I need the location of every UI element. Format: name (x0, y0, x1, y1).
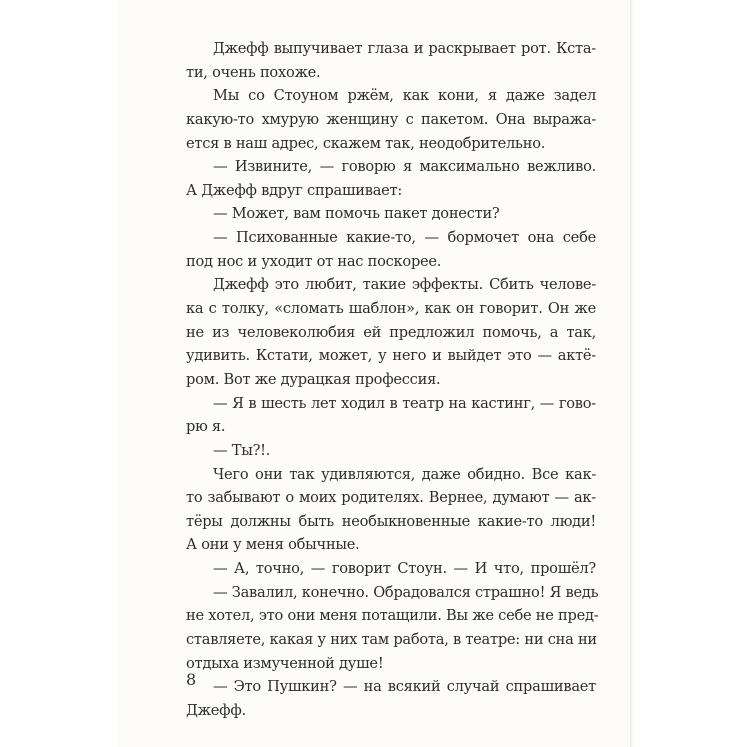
text-line: — Я в шесть лет ходил в театр на кастинг, — гово- (213, 394, 596, 412)
text-line: какую-то хмурую женщину с пакетом. Она выража- (186, 110, 596, 128)
text-line: А Джефф вдруг спрашивает: (186, 181, 403, 199)
page-text (186, 37, 599, 723)
text-line: не из человеколюбия ей предложил помочь, а так, (186, 323, 596, 341)
text-line: — Ты?!. (213, 441, 271, 459)
text-line: удивить. Кстати, может, у него и выйдет это — актё- (186, 347, 596, 365)
text-line: — Психованные какие-то, — бормочет она себе (213, 229, 596, 247)
text-line: рю я. (186, 418, 226, 436)
text-line: — Это Пушкин? — на всякий случай спрашивает (213, 678, 596, 696)
text-line: ка с толку, «сломать шаблон», как он говорит. Он же (186, 300, 596, 318)
text-line: ставляете, какая у них там работа, в театре: ни сна ни (186, 631, 597, 649)
text-line: А они у меня обычные. (186, 536, 360, 554)
page-number: 8 (186, 670, 197, 689)
text-line: не хотел, это они меня потащили. Вы же себе не пред- (186, 607, 599, 625)
text-line: ром. Вот же дурацкая профессия. (186, 370, 441, 388)
text-line: — Завалил, конечно. Обрадовался страшно! Я ведь (213, 583, 599, 601)
text-line: отдыха измученной душе! (186, 654, 384, 672)
text-line: — Может, вам помочь пакет донести? (213, 205, 500, 223)
text-line: Чего они так удивляются, даже обидно. Все как- (213, 465, 596, 483)
text-line: под нос и уходит от нас поскорее. (186, 252, 442, 270)
page-edge-shadow (630, 0, 634, 747)
text-line: Мы со Стоуном ржём, как кони, я даже задел (213, 87, 596, 105)
text-line: то забывают о моих родителях. Вернее, думают — ак- (186, 489, 596, 507)
text-line: Джефф. (186, 701, 246, 719)
text-line: ется в наш адрес, скажем так, неодобрительно. (186, 134, 546, 152)
text-line: — Извините, — говорю я максимально вежливо. (213, 158, 596, 176)
text-line: тёры должны быть необыкновенные какие-то люди! (186, 512, 596, 530)
text-line: ти, очень похоже. (186, 63, 321, 81)
text-line: — А, точно, — говорит Стоун. — И что, прошёл? (213, 560, 596, 578)
text-line: Джефф это любит, такие эффекты. Сбить челове- (213, 276, 596, 294)
text-line: Джефф выпучивает глаза и раскрывает рот. Кста- (213, 40, 596, 57)
